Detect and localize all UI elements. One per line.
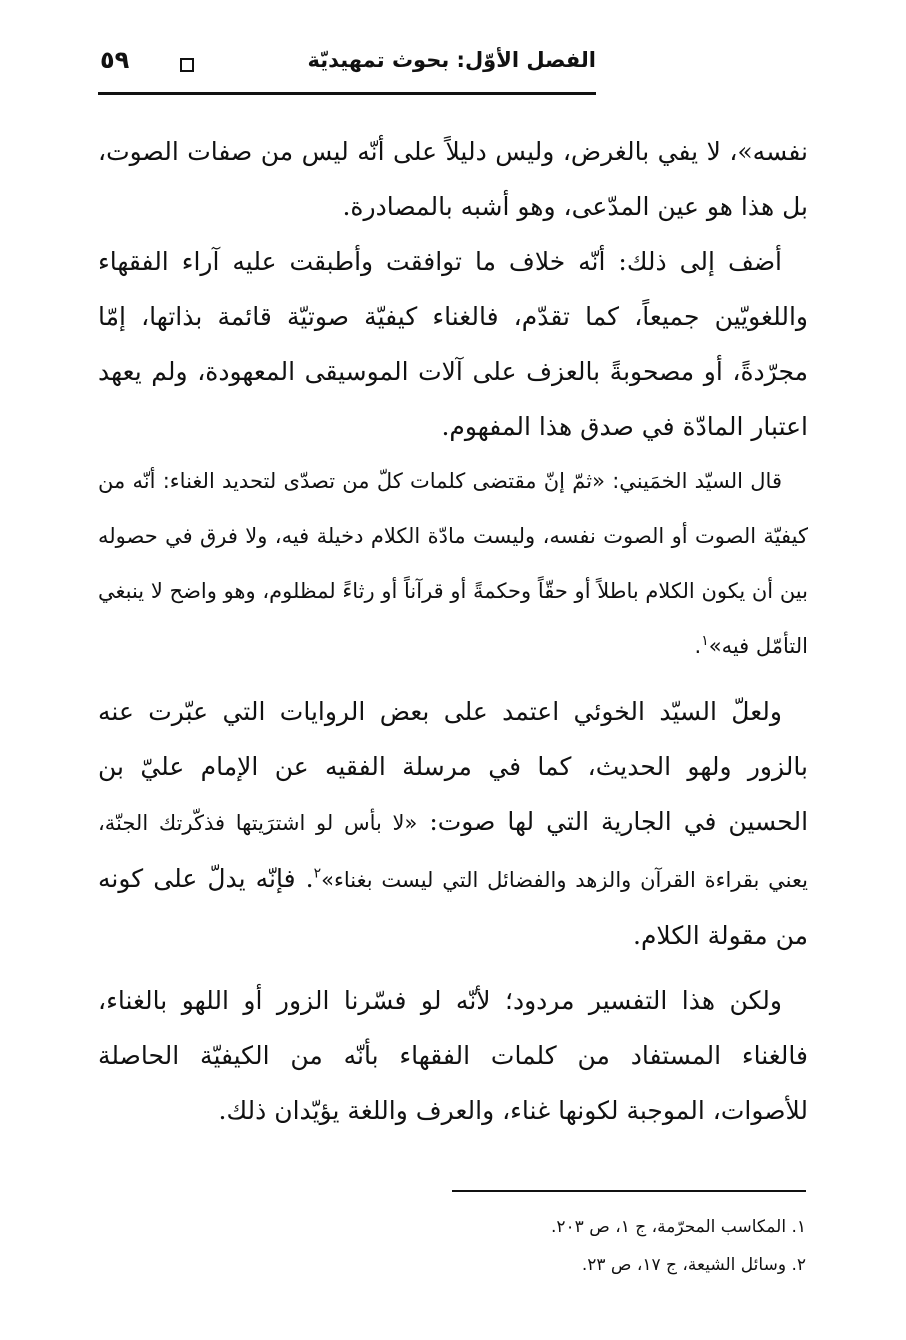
page-header [98, 44, 596, 94]
page-number: ٥٩ [100, 46, 130, 74]
paragraph-2: أضف إلى ذلك: أنّه خلاف ما توافقت وأطبقت عليه آراء الفقهاء واللغويّين جميعاً، كما تقدّم، فالغناء كيفيّة صوتيّة قائمة بذاتها، إمّا مجرّدةً، أو مصحوبةً بالعزف على آلات الموسيقى المعهودة، ولم يعهد اعتبار المادّة في صدق هذا المفهوم. [98, 247, 808, 441]
paragraph-1: نفسه»، لا يفي بالغرض، وليس دليلاً على أنّه ليس من صفات الصوت، بل هذا هو عين المدّعى، وهو أشبه بالمصادرة. [98, 137, 808, 221]
footnote-divider [452, 1190, 806, 1192]
paragraph-5: ولكن هذا التفسير مردود؛ لأنّه لو فسّرنا الزور أو اللهو بالغناء، فالغناء المستفاد من كلمات الفقهاء بأنّه من الكيفيّة الحاصلة للأصوات، الموجبة لكونها غناء، والعرف واللغة يؤيّدان ذلك. [98, 986, 808, 1125]
paragraph-4: ولعلّ السيّد الخوئي اعتمد على بعض الروايات التي عبّرت عنه بالزور ولهو الحديث، كما في مرسلة الفقيه عن الإمام عليّ بن الحسين في الجارية التي لها صوت: «لا بأس لو اشترَيتها فذكّرتك الجنّة، يعني بقراءة القرآن والزهد والفضائل التي ليست بغناء»$^٢$. فإنّه يدلّ على كونه من مقولة الكلام. [98, 697, 809, 950]
header-divider [98, 92, 596, 95]
footnote-ref-2: ٢ [313, 865, 322, 882]
paragraph-4-quote: «لا بأس لو اشترَيتها فذكّرتك الجنّة، يعني بقراءة القرآن والزهد والفضائل التي ليست بغناء» [98, 811, 808, 892]
paragraph-4-text: ولعلّ السيّد الخوئي اعتمد على بعض الروايات التي عبّرت عنه بالزور ولهو الحديث، كما في مرسلة الفقيه عن الإمام عليّ بن الحسين في الجارية التي لها صوت: [98, 697, 809, 836]
footnote-1: ١. المكاسب المحرّمة، ج ١، ص ٢٠٣. [551, 1217, 806, 1237]
square-ornament-icon [180, 58, 194, 72]
paragraph-3: قال السيّد الخمَيني: «ثمّ إنّ مقتضى كلمات كلّ من تصدّى لتحديد الغناء: أنّه من كيفيّة الصوت أو الصوت نفسه، وليست مادّة الكلام دخيلة فيه، ولا فرق في حصوله بين أن يكون الكلام باطلاً أو حقّاً وحكمةً أو قرآناً أو رثاءً لمظلوم، وهو واضح لا ينبغي التأمّل فيه»$^١$. [98, 469, 808, 658]
main-text [98, 124, 808, 1138]
footnote-2: ٢. وسائل الشيعة، ج ١٧، ص ٢٣. [581, 1255, 806, 1275]
footnote-ref-1: ١ [701, 633, 709, 649]
paragraph-4-tail: فإنّه يدلّ على كونه من مقولة الكلام. [98, 864, 808, 950]
footnotes [300, 1208, 806, 1284]
chapter-title: الفصل الأوّل: بحوث تمهيديّة [307, 48, 596, 72]
paragraph-3-text: قال السيّد الخمَيني: «ثمّ إنّ مقتضى كلمات كلّ من تصدّى لتحديد الغناء: أنّه من كيفيّة الصوت أو الصوت نفسه، وليست مادّة الكلام دخيلة فيه، ولا فرق في حصوله بين أن يكون الكلام باطلاً أو حقّاً وحكمةً أو قرآناً أو رثاءً لمظلوم، وهو واضح لا ينبغي التأمّل فيه» [98, 469, 808, 658]
